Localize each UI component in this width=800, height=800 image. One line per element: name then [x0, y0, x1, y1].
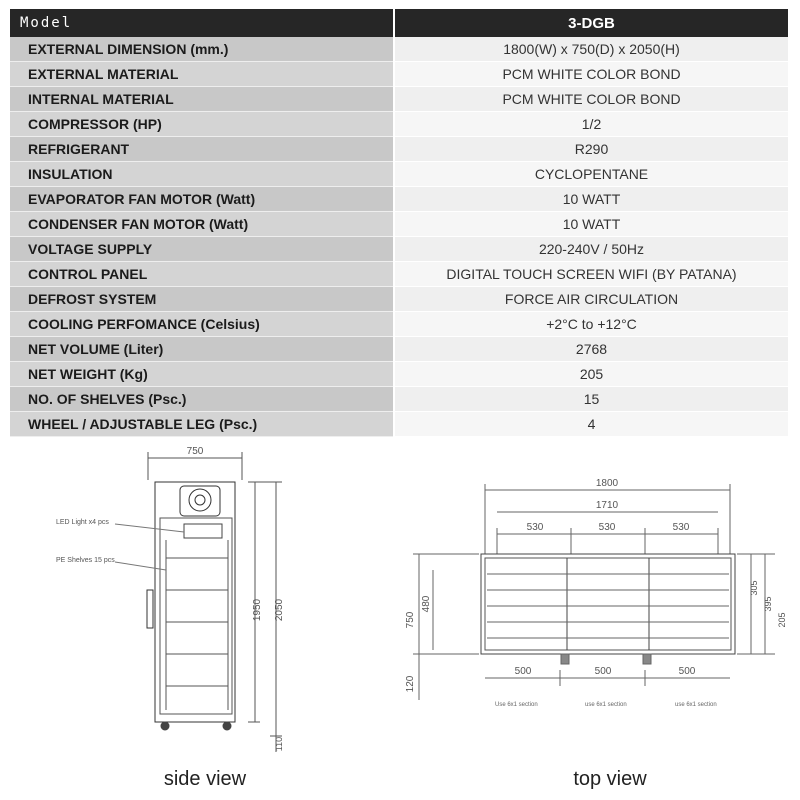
spec-value: FORCE AIR CIRCULATION	[394, 287, 788, 312]
side-led-note: LED Light x4 pcs	[56, 519, 109, 526]
side-total-height-dim: 2050	[274, 598, 285, 622]
top-door-3-dim: 530	[672, 522, 690, 533]
spec-row	[10, 212, 788, 237]
spec-value: CYCLOPENTANE	[394, 162, 788, 187]
spec-label: NET VOLUME (Liter)	[10, 337, 394, 362]
top-note-3: use 6x1 section	[675, 702, 717, 708]
spec-label: COOLING PERFOMANCE (Celsius)	[10, 312, 394, 337]
spec-value: PCM WHITE COLOR BOND	[394, 87, 788, 112]
top-note-2: use 6x1 section	[585, 702, 627, 708]
spec-label: WHEEL / ADJUSTABLE LEG (Psc.)	[10, 412, 394, 437]
top-door-1-dim: 530	[526, 522, 544, 533]
top-left-inner-dim: 480	[421, 595, 432, 613]
spec-label: INTERNAL MATERIAL	[10, 87, 394, 112]
top-right-1-dim: 305	[749, 580, 759, 596]
top-right-2-dim: 395	[763, 596, 773, 612]
spec-row	[10, 162, 788, 187]
spec-label: INSULATION	[10, 162, 394, 187]
spec-row	[10, 87, 788, 112]
spec-label: DEFROST SYSTEM	[10, 287, 394, 312]
spec-row	[10, 237, 788, 262]
spec-label: CONTROL PANEL	[10, 262, 394, 287]
spec-label: EXTERNAL MATERIAL	[10, 62, 394, 87]
spec-value: 205	[394, 362, 788, 387]
spec-value: 1/2	[394, 112, 788, 137]
spec-value: 10 WATT	[394, 187, 788, 212]
spec-row	[10, 187, 788, 212]
side-depth-dim: 750	[186, 446, 204, 457]
side-view-drawing	[20, 440, 360, 760]
top-door-2-dim: 530	[598, 522, 616, 533]
spec-value: +2°C to +12°C	[394, 312, 788, 337]
spec-label: REFRIGERANT	[10, 137, 394, 162]
spec-value: 2768	[394, 337, 788, 362]
spec-row	[10, 412, 788, 437]
spec-table	[10, 9, 788, 437]
spec-row	[10, 362, 788, 387]
model-header-label: Model	[10, 9, 394, 37]
side-shelves-note: PE Shelves 15 pcs	[56, 557, 115, 564]
spec-header-row	[10, 9, 788, 37]
top-left-outer-dim: 750	[405, 611, 416, 629]
spec-value: PCM WHITE COLOR BOND	[394, 62, 788, 87]
spec-label: NO. OF SHELVES (Psc.)	[10, 387, 394, 412]
spec-row	[10, 287, 788, 312]
spec-row	[10, 262, 788, 287]
top-bottom-3-dim: 500	[678, 666, 696, 677]
side-inner-height-dim: 1950	[252, 598, 263, 622]
spec-row	[10, 137, 788, 162]
top-width-dim: 1800	[595, 478, 619, 489]
spec-value: 10 WATT	[394, 212, 788, 237]
spec-row	[10, 312, 788, 337]
top-note-1: Use 6x1 section	[495, 702, 538, 708]
spec-row	[10, 62, 788, 87]
spec-row	[10, 337, 788, 362]
spec-value: R290	[394, 137, 788, 162]
spec-value: 1800(W) x 750(D) x 2050(H)	[394, 37, 788, 62]
spec-value: DIGITAL TOUCH SCREEN WIFI (BY PATANA)	[394, 262, 788, 287]
top-right-3-dim: 205	[777, 612, 787, 628]
spec-row	[10, 112, 788, 137]
top-bottom-1-dim: 500	[514, 666, 532, 677]
top-view-drawing	[385, 470, 795, 730]
side-view-caption: side view	[163, 768, 247, 790]
spec-row	[10, 37, 788, 62]
top-left-low-dim: 120	[405, 675, 416, 693]
spec-label: EVAPORATOR FAN MOTOR (Watt)	[10, 187, 394, 212]
top-bottom-2-dim: 500	[594, 666, 612, 677]
spec-label: CONDENSER FAN MOTOR (Watt)	[10, 212, 394, 237]
top-inner-width-dim: 1710	[595, 500, 619, 511]
spec-label: COMPRESSOR (HP)	[10, 112, 394, 137]
spec-label: EXTERNAL DIMENSION (mm.)	[10, 37, 394, 62]
spec-label: NET WEIGHT (Kg)	[10, 362, 394, 387]
model-header-value: 3-DGB	[394, 9, 788, 37]
spec-row	[10, 387, 788, 412]
side-base-dim: 110	[274, 736, 284, 752]
top-view-caption: top view	[573, 768, 647, 790]
spec-value: 220-240V / 50Hz	[394, 237, 788, 262]
spec-label: VOLTAGE SUPPLY	[10, 237, 394, 262]
spec-table-body	[10, 37, 788, 437]
spec-value: 15	[394, 387, 788, 412]
spec-value: 4	[394, 412, 788, 437]
